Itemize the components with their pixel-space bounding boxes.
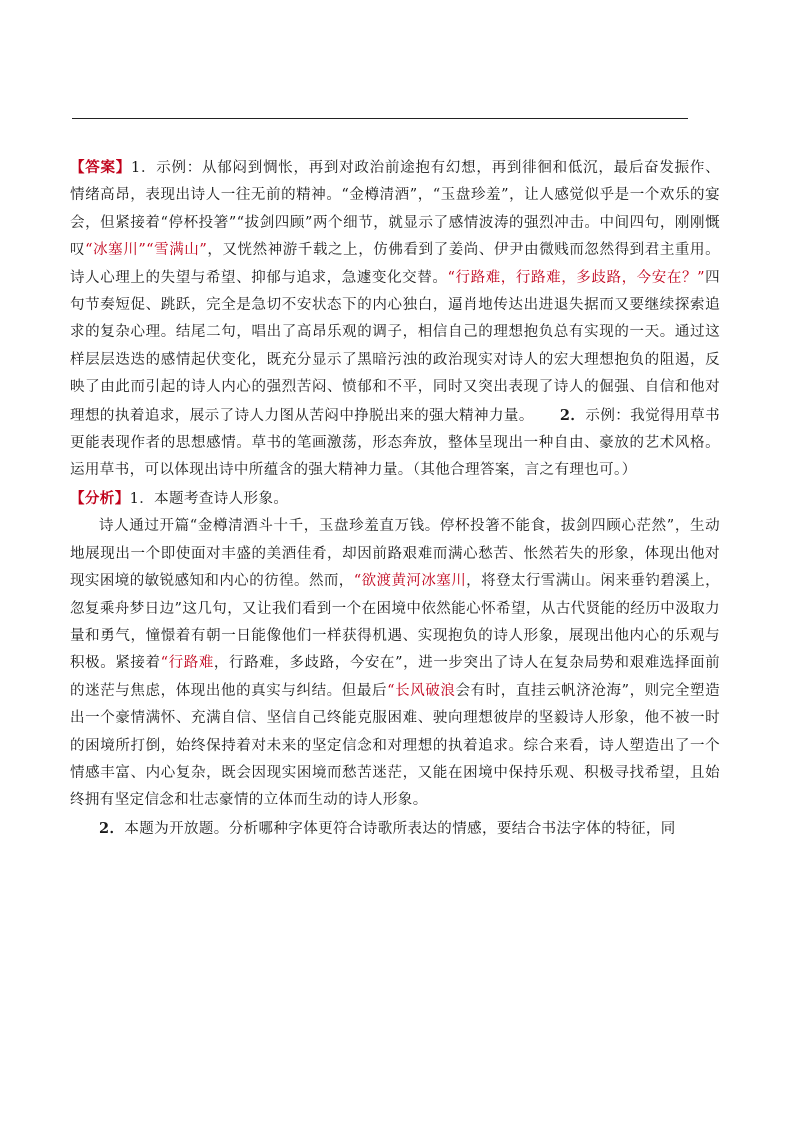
analysis-paragraph-1	[70, 513, 720, 814]
page-body	[70, 154, 720, 843]
separator: ，	[417, 187, 433, 204]
analysis-text-1b: ，将登太行雪满山。闲来垂钓碧溪上，忽复乘舟梦日边”这几句，又让我们看到一个在困境中依然能心怀希望，从古代贤能的经历中汲取力量和勇气，憧憬着有朝一日能像他们一样获得机遇、实现抱负的诗人形象，展现出他内心的乐观与积极。紧接着	[70, 573, 720, 672]
highlight-xinglunan: “行路难，行路难，多歧路，今安在？”	[447, 269, 705, 286]
analysis-item1-title: 本题考查诗人形象。	[154, 490, 289, 507]
analysis-text-1d: 会有时，直挂云帆济沧海”，则完全塑造出一个豪情满怀、充满自信、坚信自己终能克服困难、驶向理想彼岸的坚毅诗人形象，他不被一时的困境所打倒，始终保持着对未来的坚定信念和对理想的执着追求。综合来看，诗人塑造出了一个情感丰富、内心复杂，既会因现实困境而愁苦迷茫，又能在困境中保持乐观、积极寻找希望，且始终拥有坚定信念和壮志豪情的立体而生动的诗人形象。	[70, 682, 720, 809]
highlight-yudu: “欲渡黄河冰塞川	[353, 573, 467, 590]
analysis-tag: 【分析】	[70, 489, 130, 507]
quote-jinzun: “金樽清酒”	[341, 187, 418, 204]
answer-item2-text: 示例：我觉得用草书更能表现作者的思想感情。草书的笔画激荡，形态奔放，整体呈现出一种自由、豪放的艺术风格。运用草书，可以体现出诗中所蕴含的强大精神力量。（其他合理答案，言之有理也可。）	[70, 407, 720, 479]
highlight-bingsaichuan: “冰塞川”“雪满山”	[85, 242, 208, 259]
answer-tag: 【答案】	[70, 159, 131, 176]
highlight-changfeng: “长风破浪	[387, 682, 456, 699]
analysis-text-1: 诗人通过开篇“金樽清酒斗十千，玉盘珍羞直万钱。停杯投箸不能食，拔剑四顾心茫然”，生动地展现出一个即使面对丰盛的美酒佳肴，却因前路艰难而满心愁苦、怅然若失的形象，体现出他对现实困境的敏锐感知和内心的彷徨。然而，	[70, 518, 720, 590]
quote-yupan: “玉盘珍羞”	[432, 187, 509, 204]
answer-text-2: ，又恍然神游千载之上，仿佛看到了姜尚、伊尹由微贱而忽然得到君主重用。诗人心理上的失望与希望、抑郁与追求，急遽变化交替。	[70, 242, 720, 286]
answer-text-1: ，让人感觉似乎是一个欢乐的宴会，但紧接着“停杯投箸”“拔剑四顾”两个细节，就显示了感情波涛的强烈冲击。中间四句，刚刚慨叹	[70, 187, 721, 259]
header-rule	[72, 118, 688, 119]
answer-item1-intro: 示例：从郁闷到惆怅，再到对政治前途抱有幻想，再到徘徊和低沉，最后奋发振作、情绪高昂，表现出诗人一往无前的精神。	[70, 160, 720, 204]
answer-item1-number: 1．	[131, 160, 157, 176]
analysis-paragraph-2	[70, 815, 720, 843]
answer-text-3: 四句节奏短促、跳跃，完全是急切不安状态下的内心独白，逼肖地传达出进退失据而又要继续探索追求的复杂心理。结尾二句，唱出了高昂乐观的调子，相信自己的理想抱负总有实现的一天。通过这样层层迭迭的感情起伏变化，既充分显示了黑暗污浊的政治现实对诗人的宏大理想抱负的阻遏，反映了由此而引起的诗人内心的强烈苦闷、愤郁和不平，同时又突出表现了诗人的倔强、自信和他对理想的执着追求，展示了诗人力图从苦闷中挣脱出来的强大精神力量。	[70, 269, 721, 424]
answer-item2-number: 2．	[559, 406, 586, 424]
answer-paragraph	[70, 154, 720, 485]
highlight-xinglunan-2: “行路难	[160, 655, 214, 672]
analysis-item2-number: 2．	[99, 819, 125, 837]
analysis-heading	[70, 485, 720, 513]
analysis-item1-number: 1．	[129, 490, 155, 507]
analysis-item2-text: 本题为开放题。分析哪种字体更符合诗歌所表达的情感，要结合书法字体的特征，同	[124, 820, 676, 837]
analysis-text-1c: ，行路难，多歧路，今安在”，进一步突出了诗人在复杂局势和艰难选择面前的迷茫与焦虑，体现出他的真实与纠结。但最后	[70, 655, 721, 699]
